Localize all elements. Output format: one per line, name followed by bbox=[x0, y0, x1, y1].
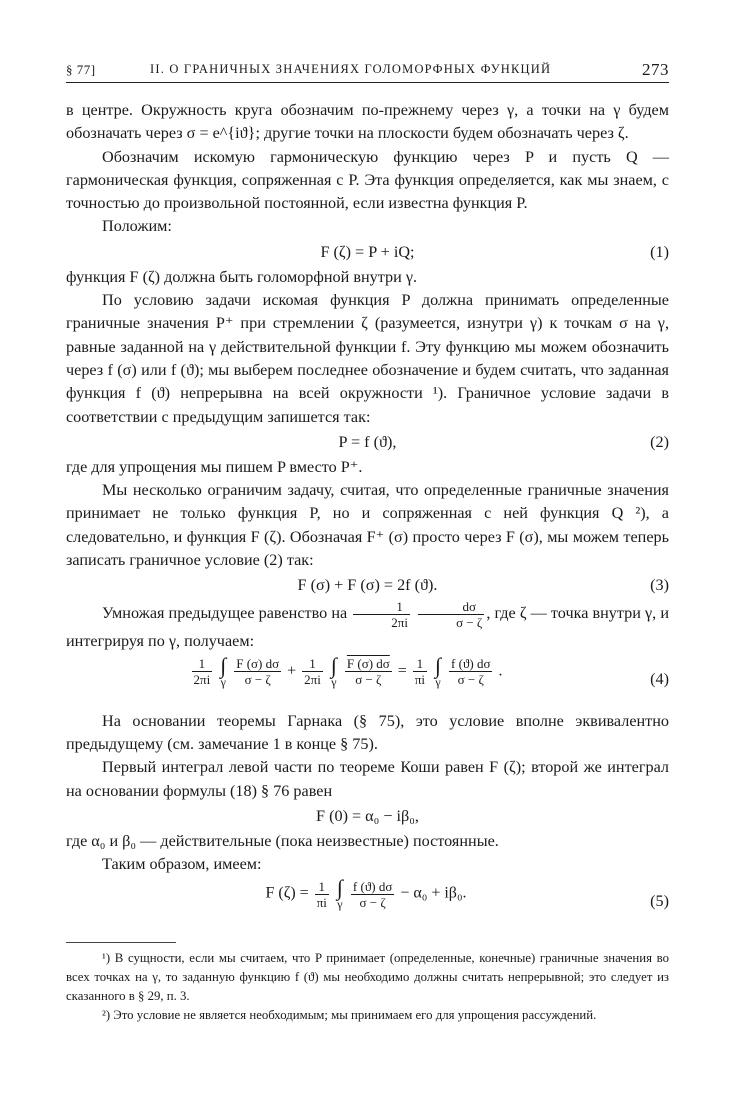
equation-4 bbox=[66, 654, 669, 710]
footnotes bbox=[66, 949, 669, 1025]
inline-fraction-1 bbox=[353, 599, 410, 630]
eq4-int2-sub: γ bbox=[331, 674, 337, 689]
equation-5 bbox=[66, 876, 669, 932]
eq4-f4n: F (σ) dσ bbox=[346, 656, 390, 672]
paragraph-1: в центре. Окружность круга обозначим по-прежнему через γ, а точки на γ будем обозначать через σ = e^{iϑ}; другие точки на плоскости будем обозначать через ζ. bbox=[66, 101, 669, 143]
paragraph-8-end: , где ζ — точка внутри γ, и интегрируя по γ, получаем: bbox=[66, 604, 669, 651]
header-section: § 77] bbox=[66, 62, 96, 77]
equation-2-number: (2) bbox=[650, 432, 669, 451]
paragraph-9: На основании теоремы Гарнака (§ 75), это условие вполне эквивалентно предыдущему (см. замечание 1 в конце § 75). bbox=[66, 711, 669, 753]
eq5-f1n: 1 bbox=[315, 879, 329, 895]
inline-frac-num-2: dσ bbox=[418, 599, 484, 615]
eq4-f1d: 2πi bbox=[193, 672, 211, 688]
equation-4-body: $\frac{1}{2\pi i}$ ∫ γ $\frac{F (\sigma) d\sigma}{\sigma - \zeta}$ + $\frac{1}{2\pi i}$ ∫ γ $\frac{F (\sigma) d\sigma}{\sigma - \zeta}$ = $\frac{1}{\pi i}$ ∫ γ $\frac{f (ϑ) d\sigma}{\sigma - \zeta}$ . bbox=[193, 652, 503, 689]
equation-2 bbox=[66, 429, 669, 456]
equation-1-number: (1) bbox=[650, 242, 669, 261]
eq4-f2n: F (σ) dσ bbox=[236, 656, 280, 672]
equation-1-body: F (ζ) = P + iQ; bbox=[320, 242, 415, 261]
paragraph-10: Первый интеграл левой части по теореме Коши равен F (ζ); второй же интеграл на основании формулы (18) § 76 равен bbox=[66, 758, 669, 800]
footnote-2: ²) Это условие не является необходимым; мы принимаем его для упрощения рассуждений. bbox=[102, 1008, 597, 1023]
book-page bbox=[66, 60, 669, 1025]
inline-frac-den-2: σ − ζ bbox=[456, 615, 483, 631]
footnote-divider bbox=[66, 942, 176, 943]
integral-sign-1: ∫ γ bbox=[220, 652, 227, 689]
paragraph-8-start: Умножая предыдущее равенство на bbox=[102, 604, 348, 623]
eq5-int-sub: γ bbox=[337, 897, 343, 912]
eq4-frac-6 bbox=[449, 656, 492, 687]
main-text bbox=[66, 99, 669, 932]
eq4-f3d: 2πi bbox=[304, 672, 321, 688]
eq5-lhs: F (ζ) = bbox=[265, 885, 309, 903]
eq4-int3-sub: γ bbox=[435, 674, 441, 689]
equation-mid bbox=[66, 803, 669, 830]
eq4-frac-3 bbox=[302, 656, 323, 687]
header-title: II. О ГРАНИЧНЫХ ЗНАЧЕНИЯХ ГОЛОМОРФНЫХ ФУНКЦИЙ bbox=[150, 62, 552, 76]
eq4-f5d: πi bbox=[414, 672, 426, 688]
equation-3 bbox=[66, 572, 669, 599]
paragraph-7: Мы несколько ограничим задачу, считая, что определенные граничные значения принимает не только функция P, но и сопряженная с ней функция Q ²), а следовательно, и функция F (ζ). Обозначая F⁺ (σ) просто через F (σ), мы можем теперь записать граничное условие (2) так: bbox=[66, 481, 669, 570]
eq4-frac-2 bbox=[234, 656, 281, 687]
paragraph-4: функция F (ζ) должна быть голоморфной внутри γ. bbox=[66, 267, 418, 286]
equation-5-number: (5) bbox=[650, 892, 669, 911]
integral-sign-4: ∫ γ bbox=[336, 875, 343, 912]
eq5-f2d: σ − ζ bbox=[359, 894, 386, 910]
running-header bbox=[66, 60, 669, 83]
eq4-frac-1 bbox=[192, 656, 213, 687]
inline-frac-num-1: 1 bbox=[353, 599, 410, 615]
equation-1 bbox=[66, 239, 669, 266]
integral-sign-3: ∫ γ bbox=[435, 652, 442, 689]
eq4-f3n: 1 bbox=[302, 656, 323, 672]
eq4-frac-4 bbox=[345, 656, 392, 687]
eq4-int1-sub: γ bbox=[220, 674, 226, 689]
eq5-f1d: πi bbox=[316, 894, 327, 910]
eq4-f1n: 1 bbox=[192, 656, 213, 672]
eq5-frac-1 bbox=[315, 879, 329, 910]
paragraph-8 bbox=[66, 599, 669, 653]
eq5-tail: − α₀ + iβ₀. bbox=[400, 885, 467, 903]
eq5-f2n: f (ϑ) dσ bbox=[352, 878, 393, 894]
equation-2-body: P = f (ϑ), bbox=[338, 432, 397, 451]
paragraph-3: Положим: bbox=[102, 217, 172, 236]
eq4-f6n: f (ϑ) dσ bbox=[451, 656, 491, 672]
inline-frac-den-1: 2πi bbox=[391, 615, 408, 631]
eq4-f2d: σ − ζ bbox=[244, 672, 271, 688]
equation-4-number: (4) bbox=[650, 669, 669, 688]
eq4-frac-5 bbox=[413, 656, 427, 687]
eq5-frac-2 bbox=[351, 879, 394, 910]
paragraph-12: Таким образом, имеем: bbox=[102, 855, 262, 874]
integral-sign-2: ∫ γ bbox=[330, 652, 337, 689]
footnote-1: ¹) В сущности, если мы считаем, что P принимает (определенные, конечные) граничные значения во всех точках на γ, то заданную функцию f (ϑ) мы необходимо должны считать непрерывной; это следует из сказанного в § 29, п. 3. bbox=[66, 951, 669, 1004]
paragraph-2: Обозначим искомую гармоническую функцию через P и пусть Q — гармоническая функция, сопряженная с P. Эта функция определяется, как мы знаем, с точностью до произвольной постоянной, если известна функция P. bbox=[66, 147, 669, 213]
equation-mid-body: F (0) = α₀ − iβ₀, bbox=[316, 806, 419, 825]
paragraph-6: где для упрощения мы пишем P вместо P⁺. bbox=[66, 457, 363, 476]
paragraph-11: где α₀ и β₀ — действительные (пока неизвестные) постоянные. bbox=[66, 831, 499, 850]
equation-3-body: F (σ) + F (σ) = 2f (ϑ). bbox=[297, 576, 438, 595]
inline-fraction-2 bbox=[418, 599, 484, 630]
eq4-f6d: σ − ζ bbox=[457, 672, 484, 688]
equation-3-number: (3) bbox=[650, 576, 669, 595]
equation-5-body bbox=[106, 875, 626, 912]
paragraph-5: По условию задачи искомая функция P должна принимать определенные граничные значения P⁺ при стремлении ζ (разумеется, изнутри γ) к точкам σ на γ, равные заданной на γ действительной функции f. Эту функцию мы можем обозначить через f (σ) или f (ϑ); мы выберем последнее обозначение и будем считать, что заданная функция f (ϑ) непрерывна на всей окружности ¹). Граничное условие задачи в соответствии с предыдущим запишется так: bbox=[66, 291, 669, 426]
eq4-f4d: σ − ζ bbox=[355, 672, 382, 688]
page-number: 273 bbox=[642, 60, 669, 79]
eq4-f5n: 1 bbox=[413, 656, 427, 672]
